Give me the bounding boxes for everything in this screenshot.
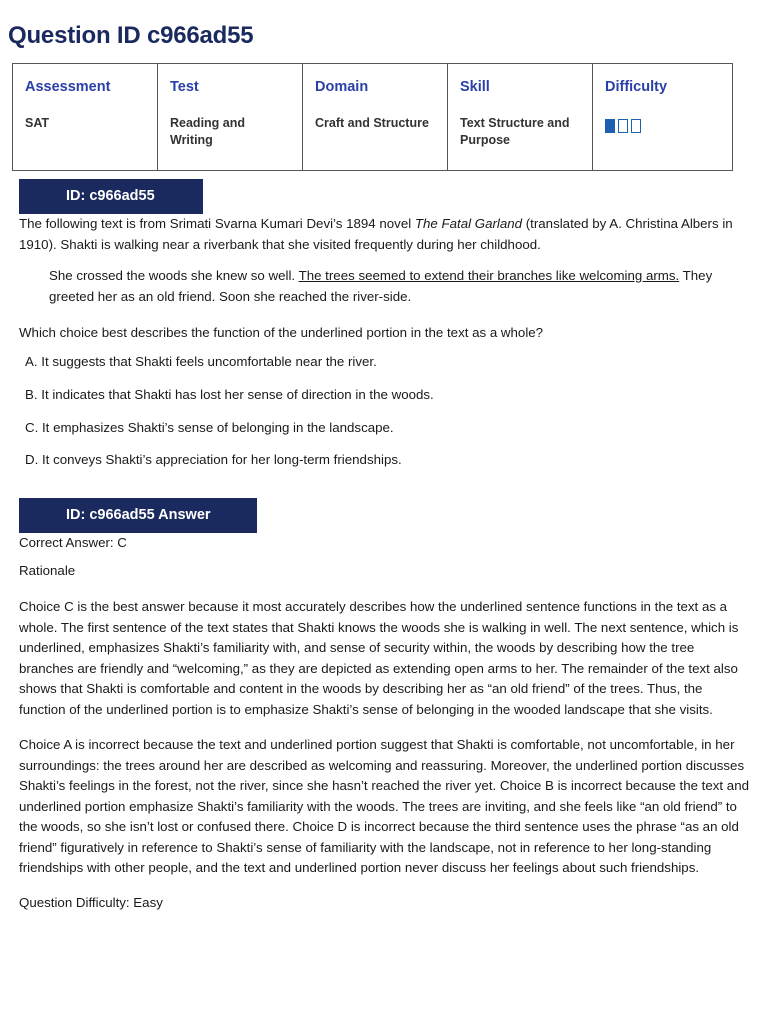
correct-answer: Correct Answer: C — [19, 535, 127, 550]
meta-cell-domain — [303, 64, 448, 171]
passage-text-before: She crossed the woods she knew so well. — [49, 268, 299, 283]
question-id-banner: ID: c966ad55 — [19, 179, 203, 214]
meta-header-domain: Domain — [315, 79, 369, 95]
novel-title: The Fatal Garland — [414, 216, 523, 231]
intro-text-after: (translated by A. Christina Albers in 1910). Shakti is walking near a riverbank that she visited frequently during her childhood. — [19, 216, 733, 252]
question-difficulty: Question Difficulty: Easy — [19, 895, 163, 910]
meta-header-test: Test — [170, 79, 199, 95]
intro-text-before: The following text is from Srimati Svarna Kumari Devi’s 1894 novel — [19, 216, 415, 231]
rationale-paragraph-incorrect: Choice A is incorrect because the text and underlined portion suggest that Shakti is comfortable, not uncomfortable, in her surroundings: the trees around her are described as welcoming and reassuring. Moreover, the underlined portion discusses Shakti’s feelings in the forest, not the river, since she hasn’t reached the river yet. Choice B is incorrect because the text and underlined portion emphasize Shakti’s familiarity with the woods. The trees are inviting, and she feels like “an old friend” to the woods, so she isn’t lost or confused there. Choice D is incorrect because the third sentence uses the phrase “as an old friend” figuratively in reference to Shakti’s sense of familiarity with the landscape, not in reference to her long-standing friendships with other people, and the text and underlined portion never discuss her feelings about such friendships. — [19, 737, 749, 875]
meta-header-assessment: Assessment — [25, 79, 111, 95]
question-intro — [19, 214, 749, 255]
answer-choice-c: C. It emphasizes Shakti’s sense of belonging in the landscape. — [25, 420, 394, 435]
meta-value-skill: Text Structure and Purpose — [460, 116, 570, 147]
question-meta-table — [12, 63, 733, 171]
page-title: Question ID c966ad55 — [8, 22, 254, 49]
answer-choice-a: A. It suggests that Shakti feels uncomfortable near the river. — [25, 354, 377, 369]
meta-value-test: Reading and Writing — [170, 116, 246, 147]
meta-cell-difficulty — [593, 64, 733, 171]
meta-cell-skill — [448, 64, 593, 171]
meta-value-domain: Craft and Structure — [315, 116, 429, 130]
meta-value-assessment: SAT — [25, 116, 50, 130]
answer-choice-b: B. It indicates that Shakti has lost her sense of direction in the woods. — [25, 387, 434, 402]
question-prompt: Which choice best describes the function of the underlined portion in the text as a whole? — [19, 325, 544, 340]
difficulty-box-filled — [605, 119, 615, 133]
meta-header-difficulty: Difficulty — [605, 79, 668, 95]
meta-cell-assessment — [13, 64, 158, 171]
difficulty-indicator — [605, 119, 720, 133]
meta-cell-test — [158, 64, 303, 171]
difficulty-box-empty — [618, 119, 628, 133]
difficulty-box-empty — [631, 119, 641, 133]
passage-text-after: They greeted her as an old friend. Soon she reached the river-side. — [49, 268, 713, 304]
rationale-paragraph-correct: Choice C is the best answer because it most accurately describes how the underlined sentence functions in the text as a whole. The first sentence of the text states that Shakti knows the woods she is walking in well. The next sentence, which is underlined, emphasizes Shakti’s familiarity with, and sense of security within, the woods by describing how the tree branches are friendly and “welcoming,” as they are depicted as extending open arms to her. The remainder of the text also shows that Shakti is comfortable and content in the woods by describing her as “an old friend” of the trees. Thus, the function of the underlined portion is to emphasize Shakti’s sense of belonging in the wooded landscape that she visits. — [19, 599, 739, 717]
answer-choice-d: D. It conveys Shakti’s appreciation for her long-term friendships. — [25, 452, 402, 467]
answer-id-banner: ID: c966ad55 Answer — [19, 498, 257, 533]
question-passage — [49, 266, 719, 307]
meta-header-skill: Skill — [460, 79, 490, 95]
passage-underlined-portion: The trees seemed to extend their branches like welcoming arms. — [298, 268, 680, 283]
rationale-label: Rationale — [19, 563, 76, 578]
